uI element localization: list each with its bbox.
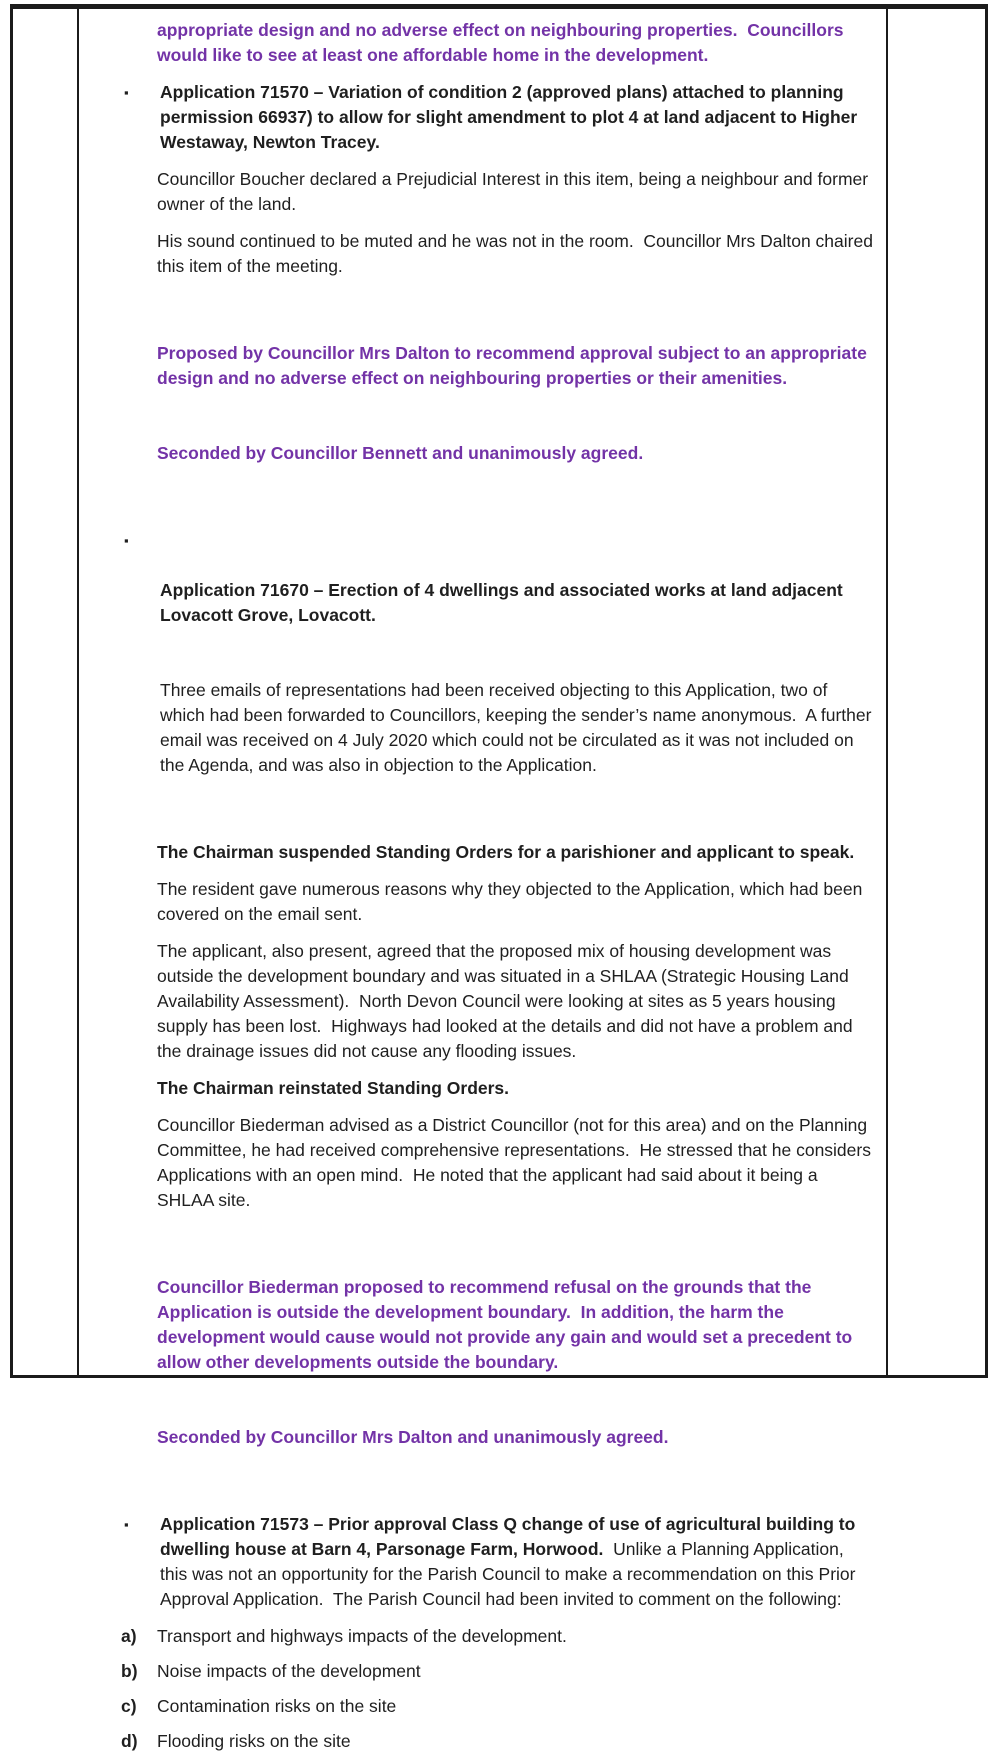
biederman-advised-paragraph: Councillor Biederman advised as a District Councillor (not for this area) and on the Planning Committee, he had received comprehensive representations. He stressed that he considers Applications with an open mind. He noted that the applicant had said about it being a SHLAA site. (157, 1115, 875, 1210)
minutes-table (10, 4, 988, 1751)
sound-muted-paragraph: His sound continued to be muted and he was not in the room. Councillor Mrs Dalton chaired this item of the meeting. (157, 231, 878, 276)
applicant-statement-paragraph: The applicant, also present, agreed that the proposed mix of housing development was outside the development boundary and was situated in a SHLAA (Strategic Housing Land Availability Assessment). North Devon Council were looking at sites as 5 years housing supply has been lost. Highways had looked at the details and did not have a problem and the drainage issues did not cause any flooding issues. (157, 941, 858, 1061)
bullet-icon: ▪ (124, 533, 129, 548)
bullet-icon: ▪ (124, 85, 129, 100)
proposal-71570-text: Proposed by Councillor Mrs Dalton to recommend approval subject to an appropriate design and no adverse effect on neighbouring properties or their amenities. (157, 343, 872, 388)
comment-item-a (121, 1624, 874, 1649)
standing-orders-reinstated-paragraph: The Chairman reinstated Standing Orders. (157, 1078, 510, 1098)
application-71573-body: Unlike a Planning Application, this was not an opportunity for the Parish Council to make a recommendation on this Prior Approval Application. The Parish Council had been invited to comment on the following: (160, 1539, 860, 1609)
proposal-71570-seconded: Seconded by Councillor Bennett and unanimously agreed. (157, 443, 644, 463)
bullet-item-application-71570 (121, 80, 874, 155)
proposal-71670-text: Councillor Biederman proposed to recommend refusal on the grounds that the Application is outside the development boundary. In addition, the harm the development would cause would not provide any gain and would set a precedent to allow other developments outside the boundary. (157, 1277, 858, 1372)
bullet-icon: ▪ (124, 1517, 129, 1532)
bullet-item-application-71670 (121, 528, 877, 828)
comment-item-c (121, 1694, 874, 1719)
comment-item-d-text: Flooding risks on the site (157, 1731, 351, 1751)
comment-item-a-text: Transport and highways impacts of the development. (157, 1626, 567, 1646)
bullet-item-application-71573 (121, 1512, 874, 1612)
application-71570-heading: Application 71570 – Variation of condition 2 (approved plans) attached to planning permission 66937) to allow for slight amendment to plot 4 at land adjacent to Higher Westaway, Newton Tracey. (160, 82, 863, 152)
letter-marker-d: d) (121, 1731, 138, 1751)
application-71573-block (160, 1512, 874, 1612)
application-71670-body: Three emails of representations had been received objecting to this Application, two of which had been forwarded to Councillors, keeping the sender’s name anonymous. A further email was received on 4 July 2020 which could not be circulated as it was not included on the Agenda, and was also in objection to the Application. (160, 680, 877, 775)
comment-item-b-text: Noise impacts of the development (157, 1661, 421, 1681)
letter-marker-c: c) (121, 1696, 137, 1716)
letter-marker-b: b) (121, 1661, 138, 1681)
comment-item-b (121, 1659, 874, 1684)
proposal-71670-seconded: Seconded by Councillor Mrs Dalton and unanimously agreed. (157, 1427, 669, 1447)
minutes-content-cell (79, 9, 886, 1751)
application-71573-heading: Application 71573 – Prior approval Class Q change of use of agricultural building to dwelling house at Barn 4, Parsonage Farm, Horwood. (160, 1514, 861, 1559)
resolution-continuation-text: appropriate design and no adverse effect on neighbouring properties. Councillors would like to see at least one affordable home in the development. (157, 20, 849, 65)
left-margin-cell (13, 9, 79, 1375)
letter-marker-a: a) (121, 1626, 137, 1646)
right-margin-cell (886, 9, 985, 1375)
proposal-71670-paragraph (157, 1225, 874, 1500)
proposal-71570-paragraph (157, 291, 874, 516)
comment-item-c-text: Contamination risks on the site (157, 1696, 397, 1716)
boucher-interest-paragraph: Councillor Boucher declared a Prejudicial Interest in this item, being a neighbour and former owner of the land. (157, 169, 873, 214)
application-71670-heading: Application 71670 – Erection of 4 dwellings and associated works at land adjacent Lovacott Grove, Lovacott. (160, 580, 848, 625)
resident-objections-paragraph: The resident gave numerous reasons why they objected to the Application, which had been covered on the email sent. (157, 879, 868, 924)
application-71670-block (160, 528, 877, 828)
comment-item-d (121, 1729, 874, 1754)
standing-orders-suspended-paragraph: The Chairman suspended Standing Orders for a parishioner and applicant to speak. (157, 842, 855, 862)
